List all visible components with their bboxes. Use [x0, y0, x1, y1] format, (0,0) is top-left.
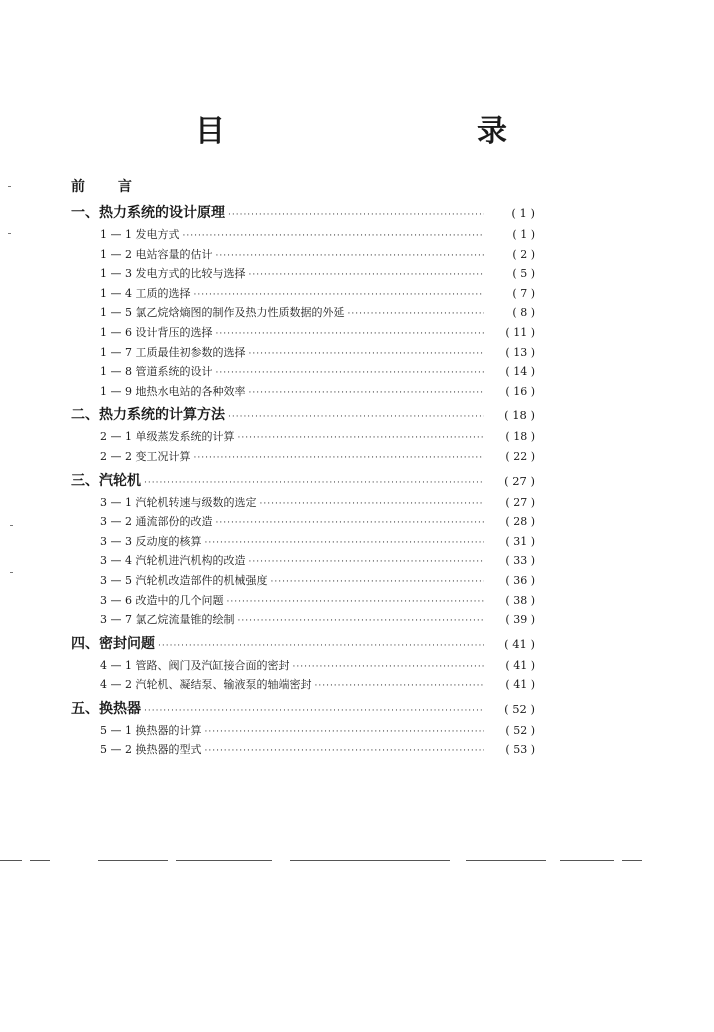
section-title: 1 — 4 工质的选择: [100, 286, 191, 300]
dot-leader: [158, 634, 484, 658]
toc-chapter-entry: [71, 403, 535, 427]
section-title: 3 — 3 反动度的核算: [100, 534, 202, 548]
dot-leader: [205, 742, 485, 762]
page-number: ( 16 ): [505, 384, 535, 398]
dot-leader: [216, 247, 485, 267]
section-title: 1 — 1 发电方式: [100, 228, 180, 241]
page-number: ( 53 ): [505, 743, 535, 757]
dot-leader: [249, 266, 485, 286]
page-number: ( 41 ): [505, 658, 535, 672]
toc-section-entry: [71, 740, 535, 760]
dot-leader: [271, 573, 485, 593]
toc-section-entry: [71, 493, 535, 513]
page-number: ( 13 ): [505, 345, 535, 359]
dot-leader: [194, 449, 485, 469]
toc-section-entry: [71, 551, 535, 571]
section-title: 3 — 2 通流部份的改造: [100, 515, 213, 529]
dot-leader: [293, 658, 485, 678]
dot-leader: [249, 384, 485, 404]
section-title: 3 — 7 氯乙烷流量锥的绘制: [100, 613, 235, 627]
page-number: ( 5 ): [512, 267, 535, 281]
dot-leader: [205, 723, 485, 743]
toc-list: [71, 201, 535, 760]
page-number: ( 28 ): [505, 515, 535, 529]
page-number: ( 7 ): [512, 286, 535, 300]
section-title: 3 — 1 汽轮机转速与级数的选定: [100, 495, 257, 509]
section-title: 4 — 2 汽轮机、凝结泵、输液泵的轴端密封: [100, 678, 312, 692]
toc-chapter-entry: [71, 697, 535, 721]
section-title: 2 — 1 单级蒸发系统的计算: [100, 430, 235, 444]
dot-leader: [205, 534, 485, 554]
toc-section-entry: [71, 382, 535, 402]
dot-leader: [227, 593, 485, 613]
toc-section-entry: [71, 591, 535, 611]
chapter-title: 二、热力系统的计算方法: [71, 407, 225, 424]
dot-leader: [260, 495, 485, 515]
section-title: 1 — 9 地热水电站的各种效率: [100, 384, 246, 398]
scan-mark: [8, 233, 11, 234]
toc-section-entry: [71, 512, 535, 532]
chapter-title: 一、热力系统的设计原理: [71, 205, 225, 221]
toc-section-entry: [71, 362, 535, 382]
dot-leader: [144, 699, 484, 723]
page-number: ( 11 ): [505, 325, 535, 339]
page-number: ( 41 ): [505, 678, 535, 692]
toc-section-entry: [71, 656, 535, 676]
dot-leader: [238, 612, 485, 632]
section-title: 3 — 5 汽轮机改造部件的机械强度: [100, 573, 268, 587]
page-number: ( 52 ): [505, 723, 535, 737]
toc-section-entry: [71, 447, 535, 467]
page-number: ( 38 ): [505, 593, 535, 607]
dot-leader: [249, 345, 485, 365]
dot-leader: [228, 203, 484, 227]
section-title: 1 — 8 管道系统的设计: [100, 365, 213, 379]
page-number: ( 33 ): [505, 554, 535, 568]
scan-mark: [10, 572, 13, 573]
toc-section-entry: [71, 303, 535, 323]
toc-section-entry: [71, 427, 535, 447]
section-title: 5 — 1 换热器的计算: [100, 723, 202, 737]
chapter-title: 三、汽轮机: [71, 472, 141, 489]
dot-leader: [183, 227, 485, 247]
section-title: 1 — 3 发电方式的比较与选择: [100, 267, 246, 281]
section-title: 1 — 2 电站容量的估计: [100, 247, 213, 261]
toc-chapter-entry: [71, 469, 535, 493]
page-title: 目 录: [195, 114, 571, 149]
dot-leader: [216, 325, 485, 345]
dot-leader: [238, 429, 485, 449]
page-number: ( 36 ): [505, 573, 535, 587]
page-number: ( 8 ): [512, 306, 535, 320]
section-title: 1 — 6 设计背压的选择: [100, 325, 213, 339]
dot-leader: [216, 514, 485, 534]
page-number: ( 2 ): [512, 247, 535, 261]
page-number: ( 27 ): [505, 495, 535, 509]
bottom-rule: [0, 860, 714, 862]
toc-section-entry: [71, 343, 535, 363]
page-number: ( 1 ): [511, 206, 535, 220]
table-of-contents: [71, 176, 535, 760]
dot-leader: [348, 305, 485, 325]
section-title: 4 — 1 管路、阀门及汽缸接合面的密封: [100, 658, 290, 672]
scan-mark: [8, 186, 11, 187]
toc-section-entry: [71, 532, 535, 552]
dot-leader: [144, 471, 484, 495]
section-title: 3 — 6 改造中的几个问题: [100, 593, 224, 607]
section-title: 1 — 5 氯乙烷焓熵图的制作及热力性质数据的外延: [100, 306, 345, 320]
dot-leader: [216, 364, 485, 384]
toc-section-entry: [71, 225, 535, 245]
toc-section-entry: [71, 264, 535, 284]
toc-chapter-entry: [71, 632, 535, 656]
toc-section-entry: [71, 721, 535, 741]
toc-section-entry: [71, 284, 535, 304]
toc-section-entry: [71, 610, 535, 630]
page-number: ( 18 ): [504, 408, 535, 423]
toc-section-entry: [71, 571, 535, 591]
page-number: ( 39 ): [505, 613, 535, 627]
chapter-title: 五、换热器: [71, 700, 141, 717]
page-number: ( 41 ): [504, 636, 535, 651]
toc-chapter-entry: [71, 201, 535, 225]
page-number: ( 14 ): [505, 365, 535, 379]
dot-leader: [315, 677, 485, 697]
toc-section-entry: [71, 675, 535, 695]
page-number: ( 22 ): [505, 449, 535, 463]
section-title: 2 — 2 变工况计算: [100, 449, 191, 463]
page-number: ( 31 ): [505, 534, 535, 548]
dot-leader: [249, 553, 485, 573]
scan-mark: [10, 525, 13, 526]
section-title: 1 — 7 工质最佳初参数的选择: [100, 345, 246, 359]
chapter-title: 四、密封问题: [71, 635, 155, 652]
page-number: ( 52 ): [504, 701, 535, 716]
page-number: ( 1 ): [512, 228, 535, 241]
toc-section-entry: [71, 323, 535, 343]
page-number: ( 18 ): [505, 430, 535, 444]
preface-heading: 前 言: [71, 179, 146, 195]
dot-leader: [228, 405, 484, 429]
page-number: ( 27 ): [504, 473, 535, 488]
section-title: 5 — 2 换热器的型式: [100, 743, 202, 757]
toc-section-entry: [71, 245, 535, 265]
section-title: 3 — 4 汽轮机进汽机构的改造: [100, 554, 246, 568]
